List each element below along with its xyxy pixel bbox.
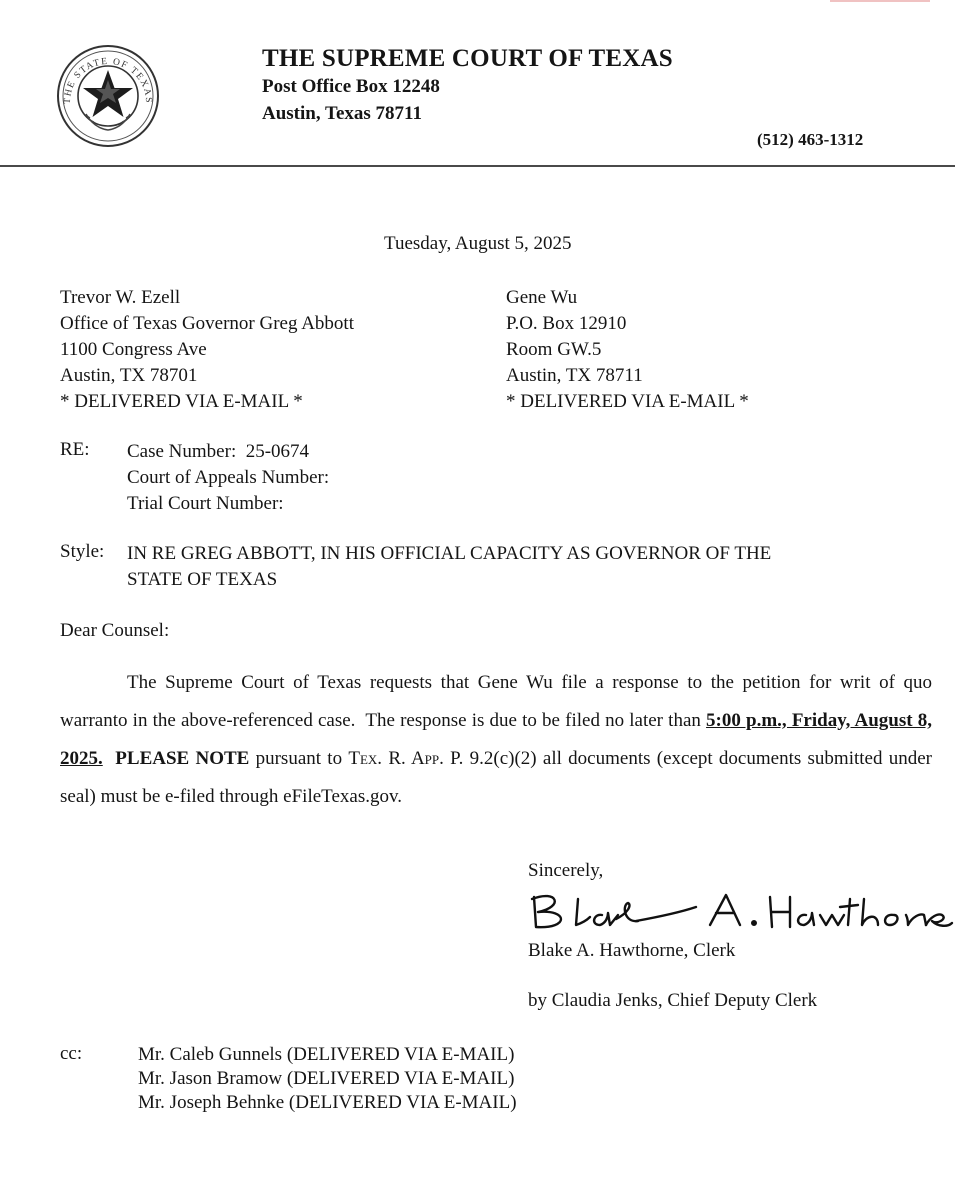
recipient-line: * DELIVERED VIA E-MAIL *	[60, 391, 303, 412]
deputy-clerk: by Claudia Jenks, Chief Deputy Clerk	[528, 990, 818, 1011]
recipient-line: * DELIVERED VIA E-MAIL *	[506, 391, 749, 412]
body-paragraph	[60, 664, 937, 816]
recipient-ezell	[60, 285, 354, 415]
recipient-line: Austin, TX 78711	[506, 365, 643, 386]
seal-text: THE STATE OF TEXAS	[62, 56, 154, 105]
court-name: THE SUPREME COURT OF TEXAS	[262, 45, 673, 72]
recipient-line: Trevor W. Ezell	[60, 287, 181, 308]
recipient-line: 1100 Congress Ave	[60, 339, 207, 360]
cc-list	[138, 1043, 517, 1115]
recipient-line: Gene Wu	[506, 287, 578, 308]
recipient-line: Office of Texas Governor Greg Abbott	[60, 313, 354, 334]
trial-court-number: Trial Court Number:	[127, 493, 284, 514]
valediction: Sincerely,	[528, 860, 604, 881]
court-address-line2: Austin, Texas 78711	[262, 103, 422, 124]
signer-name: Blake A. Hawthorne, Clerk	[528, 940, 736, 961]
case-info	[127, 439, 329, 517]
letter-date: Tuesday, August 5, 2025	[384, 233, 572, 254]
re-label: RE:	[60, 439, 90, 460]
recipient-line: Austin, TX 78701	[60, 365, 198, 386]
court-address-line1: Post Office Box 12248	[262, 76, 440, 97]
salutation: Dear Counsel:	[60, 620, 170, 641]
recipient-wu	[506, 285, 749, 415]
cc-label: cc:	[60, 1043, 83, 1064]
body-text-1: The Supreme Court of Texas requests that Gene Wu file a response to the petition for writ of quo warranto in the above-referenced case. The response is due to be filed no later than	[60, 672, 937, 731]
texas-state-seal-icon	[56, 44, 160, 148]
cc-recipient: Mr. Jason Bramow (DELIVERED VIA E-MAIL)	[138, 1068, 515, 1089]
recipient-line: Room GW.5	[506, 339, 602, 360]
body-text-3: 9.2(c)(2) all documents (except documents submitted under seal) must be e-filed through eFileTexas.gov.	[60, 748, 932, 807]
recipient-line: P.O. Box 12910	[506, 313, 627, 334]
case-style-line: STATE OF TEXAS	[127, 569, 278, 590]
response-deadline: 5:00 p.m., Friday, August 8, 2025.	[60, 710, 932, 769]
rule-citation: Tex. R. App. P.	[348, 748, 464, 769]
case-style	[127, 541, 771, 593]
handwritten-signature	[528, 885, 955, 940]
court-phone: (512) 463-1312	[757, 130, 864, 149]
court-of-appeals-number: Court of Appeals Number:	[127, 467, 330, 488]
letterhead-divider	[0, 165, 955, 167]
case-number: Case Number: 25-0674	[127, 441, 310, 462]
corner-mark	[830, 0, 930, 2]
cc-recipient: Mr. Caleb Gunnels (DELIVERED VIA E-MAIL)	[138, 1044, 515, 1065]
cc-recipient: Mr. Joseph Behnke (DELIVERED VIA E-MAIL)	[138, 1092, 517, 1113]
body-text-2: pursuant to	[249, 748, 349, 769]
please-note: PLEASE NOTE	[115, 748, 250, 769]
style-label: Style:	[60, 541, 105, 562]
case-style-line: IN RE GREG ABBOTT, IN HIS OFFICIAL CAPACITY AS GOVERNOR OF THE	[127, 543, 772, 564]
